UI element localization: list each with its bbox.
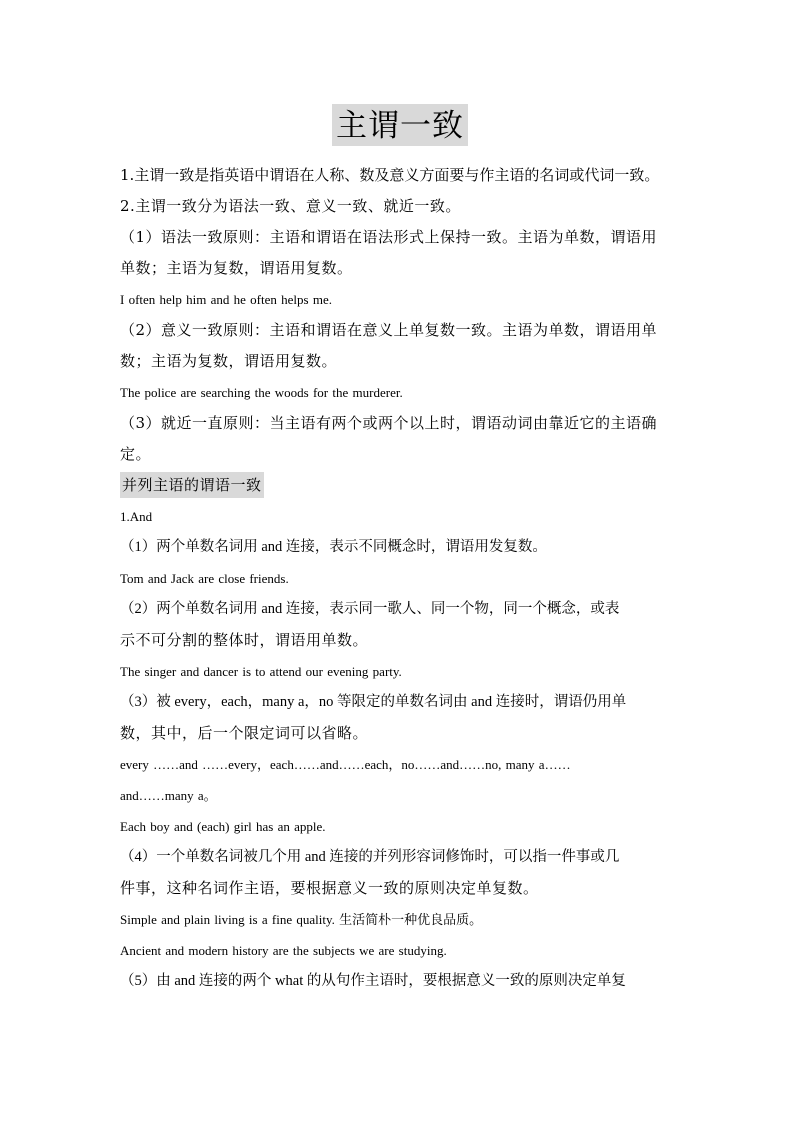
text-line: （5）由 and 连接的两个 what 的从句作主语时，要根据意义一致的原则决定单复 <box>120 973 626 989</box>
text-line: 件事，这种名词作主语，要根据意义一致的原则决定单复数。 <box>120 879 539 897</box>
text-line: I often help him and he often helps me. <box>120 292 332 307</box>
page-title: 主谓一致 <box>332 104 468 146</box>
text-line: 数，其中，后一个限定词可以省略。 <box>120 724 369 742</box>
text-line: （2）意义一致原则：主语和谓语在意义上单复数一致。主语为单数，谓语用单 <box>120 321 658 339</box>
text-line: 2.主谓一致分为语法一致、意义一致、就近一致。 <box>120 197 461 215</box>
text-line: Each boy and (each) girl has an apple. <box>120 819 326 834</box>
text-line: Tom and Jack are close friends. <box>120 571 289 586</box>
text-line: （1）语法一致原则：主语和谓语在语法形式上保持一致。主语为单数，谓语用 <box>120 228 658 246</box>
text-line: （2）两个单数名词用 and 连接，表示同一歌人、同一个物，同一个概念，或表 <box>120 601 620 617</box>
section-heading: 并列主语的谓语一致 <box>120 472 264 498</box>
text-line: The singer and dancer is to attend our evening party. <box>120 664 402 679</box>
text-line: The police are searching the woods for the murderer. <box>120 385 403 400</box>
text-line: 定。 <box>120 445 152 463</box>
text-line: 1.主谓一致是指英语中谓语在人称、数及意义方面要与作主语的名词或代词一致。 <box>120 166 660 184</box>
text-line: （3）被 every，each，many a，no 等限定的单数名词由 and 连接时，谓语仍用单 <box>120 694 627 710</box>
document-page <box>120 104 680 997</box>
text-line: （3）就近一直原则：当主语有两个或两个以上时，谓语动词由靠近它的主语确 <box>120 414 658 432</box>
text-line: （1）两个单数名词用 and 连接，表示不同概念时，谓语用发复数。 <box>120 539 547 555</box>
title-container <box>120 104 680 152</box>
text-line: 单数；主语为复数，谓语用复数。 <box>120 259 353 277</box>
text-line: 1.And <box>120 509 153 524</box>
text-line: and……many a。 <box>120 788 217 803</box>
text-line: Ancient and modern history are the subjects we are studying. <box>120 943 447 958</box>
text-line: （4）一个单数名词被几个用 and 连接的并列形容词修饰时，可以指一件事或几 <box>120 849 620 865</box>
text-line: 示不可分割的整体时，谓语用单数。 <box>120 631 369 649</box>
text-line: Simple and plain living is a fine quality. 生活简朴一种优良品质。 <box>120 912 483 927</box>
text-line: every ……and ……every，each……and……each，no……and……no, many a…… <box>120 757 571 772</box>
section-heading-line <box>120 470 680 501</box>
text-line: 数；主语为复数，谓语用复数。 <box>120 352 338 370</box>
